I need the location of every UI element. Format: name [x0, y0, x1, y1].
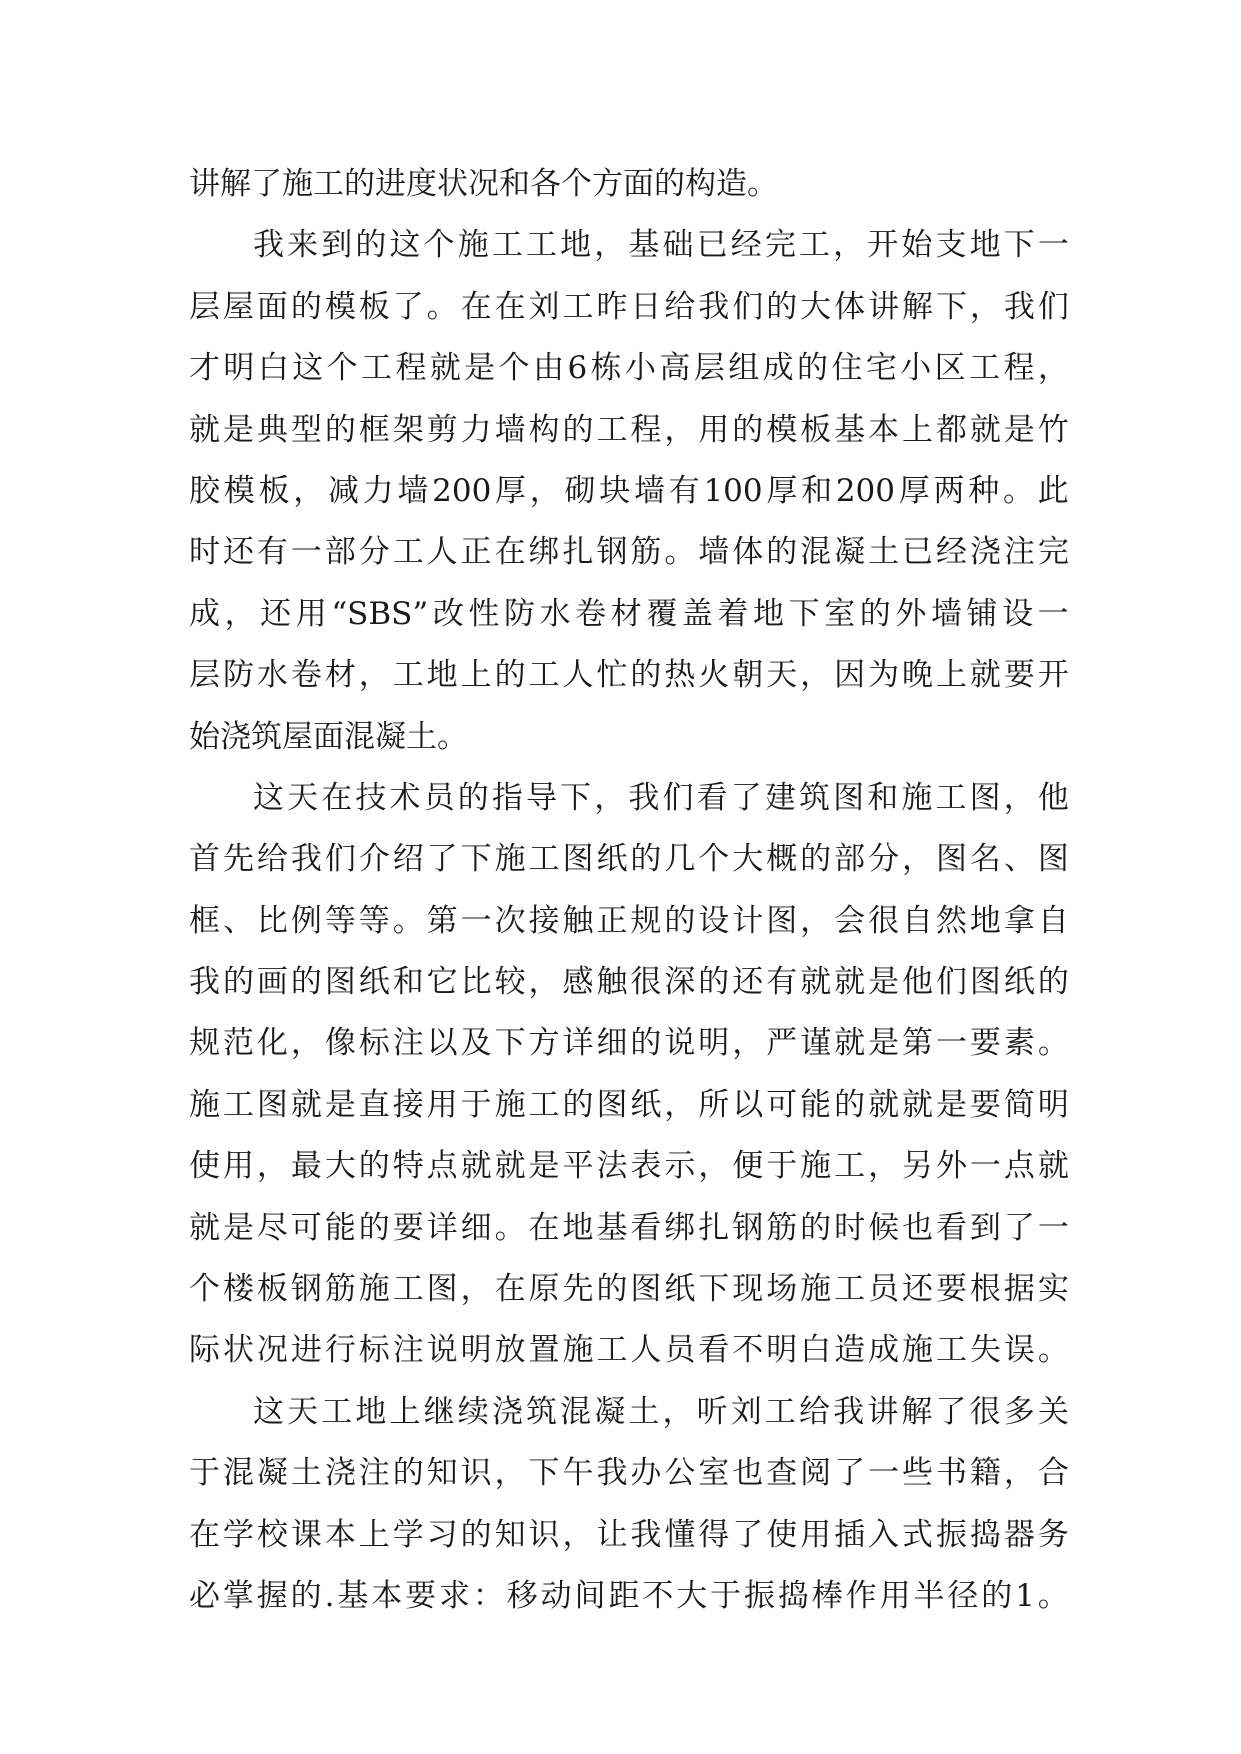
text-line: 讲解了施工的进度状况和各个方面的构造。 — [189, 166, 778, 202]
text-line: 个 楼 板 钢 筋 施 工 图 ， 在 原 先 的 图 纸 下 现 场 施 工 员 还 要 根 据 实 — [189, 1271, 1069, 1308]
text-line: 就 是 尽 可 能 的 要 详 细 。 在 地 基 看 绑 扎 钢 筋 的 时 候 也 看 到 了 一 — [189, 1209, 1069, 1246]
text-line: 成 ， 还 用 “SBS” 改 性 防 水 卷 材 覆 盖 着 地 下 室 的 外 墙 铺 设 一 — [189, 595, 1069, 632]
text-line: 框 、 比 例 等 等 。 第 一 次 接 触 正 规 的 设 计 图 ， 会 很 自 然 地 拿 自 — [189, 902, 1069, 939]
text-line: 使 用 ， 最 大 的 特 点 就 就 是 平 法 表 示 ， 便 于 施 工 ， 另 外 一 点 就 — [189, 1148, 1069, 1185]
text-line: 际 状 况 进 行 标 注 说 明 放 置 施 工 人 员 看 不 明 白 造 成 施 工 失 误 。 — [189, 1332, 1069, 1369]
body-text — [189, 154, 1069, 1627]
text-line: 这 天 在 技 术 员 的 指 导 下 ， 我 们 看 了 建 筑 图 和 施 工 图 ， 他 — [253, 779, 1069, 816]
text-line: 我 的 画 的 图 纸 和 它 比 较 ， 感 触 很 深 的 还 有 就 就 是 他 们 图 纸 的 — [189, 964, 1069, 1001]
text-line: 时 还 有 一 部 分 工 人 正 在 绑 扎 钢 筋 。 墙 体 的 混 凝 土 已 经 浇 注 完 — [189, 534, 1069, 571]
text-line: 才 明 白 这 个 工 程 就 是 个 由 6 栋 小 高 层 组 成 的 住 宅 小 区 工 程 ， — [189, 350, 1069, 387]
text-line: 在 学 校 课 本 上 学 习 的 知 识 ， 让 我 懂 得 了 使 用 插 入 式 振 捣 器 务 — [189, 1516, 1069, 1553]
text-line: 我 来 到 的 这 个 施 工 工 地 ， 基 础 已 经 完 工 ， 开 始 支 地 下 一 — [253, 227, 1069, 264]
text-line: 这 天 工 地 上 继 续 浇 筑 混 凝 土 ， 听 刘 工 给 我 讲 解 了 很 多 关 — [253, 1393, 1069, 1430]
text-line: 施 工 图 就 是 直 接 用 于 施 工 的 图 纸 ， 所 以 可 能 的 就 就 是 要 简 明 — [189, 1086, 1069, 1123]
text-line: 必 掌 握 的 . 基 本 要 求 ： 移 动 间 距 不 大 于 振 捣 棒 作 用 半 径 的 1 。 — [189, 1577, 1069, 1614]
text-line: 首 先 给 我 们 介 绍 了 下 施 工 图 纸 的 几 个 大 概 的 部 分 ， 图 名 、 图 — [189, 841, 1069, 878]
text-line: 就 是 典 型 的 框 架 剪 力 墙 构 的 工 程 ， 用 的 模 板 基 本 上 都 就 是 竹 — [189, 411, 1069, 448]
text-line: 层 防 水 卷 材 ， 工 地 上 的 工 人 忙 的 热 火 朝 天 ， 因 为 晚 上 就 要 开 — [189, 657, 1069, 694]
text-line: 规 范 化 ， 像 标 注 以 及 下 方 详 细 的 说 明 ， 严 谨 就 是 第 一 要 素 。 — [189, 1025, 1069, 1062]
text-line: 层 屋 面 的 模 板 了 。 在 在 刘 工 昨 日 给 我 们 的 大 体 讲 解 下 ， 我 们 — [189, 288, 1069, 325]
text-line: 于 混 凝 土 浇 注 的 知 识 ， 下 午 我 办 公 室 也 查 阅 了 一 些 书 籍 ， 合 — [189, 1455, 1069, 1492]
text-line: 胶 模 板 ， 减 力 墙 200 厚 ， 砌 块 墙 有 100 厚 和 200 厚 两 种 。 此 — [189, 472, 1069, 509]
text-line: 始浇筑屋面混凝土。 — [189, 718, 468, 755]
